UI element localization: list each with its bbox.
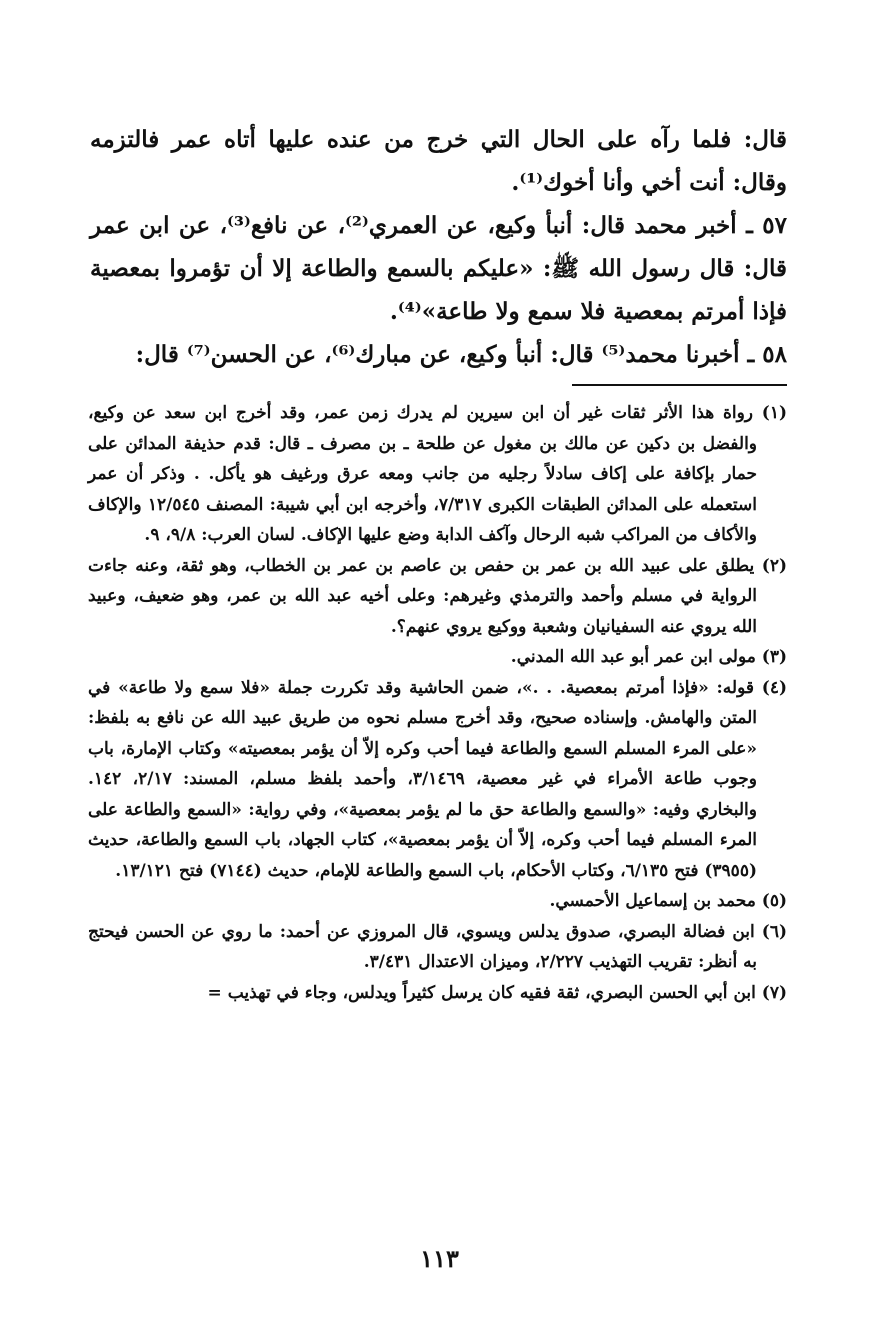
main-paragraph: ٥٨ ـ أخبرنا محمد⁽⁵⁾ قال: أنبأ وكيع، عن مبارك⁽⁶⁾، عن الحسن⁽⁷⁾ قال: (135, 341, 787, 368)
footnote-divider (572, 384, 787, 386)
footnote: (٣) مولى ابن عمر أبو عبد الله المدني. (510, 647, 787, 667)
footnote: (٢) يطلق على عبيد الله بن عمر بن حفص بن عاصم بن عمر بن الخطاب، وهو ثقة، وعنه جاءت الرواية في مسلم وأحمد والترمذي وغيرهم: وعلى أخيه عبد الله بن عمر، وهو ضعيف، وعبيد الله يروي عنه السفيانيان وشعبة ووكيع يروي عنهم؟. (88, 555, 787, 637)
footnote: (١) رواة هذا الأثر ثقات غير أن ابن سيرين لم يدرك زمن عمر، وقد أخرج ابن سعد عن وكيع، والفضل بن دكين عن مالك بن مغول عن طلحة ـ بن مصرف ـ قال: قدم حذيفة المدائن على حمار بإكافة على إكاف سادلاً رجليه من جانب ومعه عرق ورغيف هو يأكل. . وذكر أن عمر استعمله على المدائن الطبقات الكبرى ٧/٣١٧، وأخرجه ابن أبي شيبة: المصنف ١٢/٥٤٥ والإكاف والأكاف من المراكب شبه الرحال وآكف الدابة وضع عليها الإكاف. لسان العرب: ٩/٨، ٩. (88, 403, 787, 545)
footnote: (٧) ابن أبي الحسن البصري، ثقة فقيه كان يرسل كثيراً ويدلس، وجاء في تهذيب = (207, 982, 787, 1003)
main-paragraph: قال: فلما رآه على الحال التي خرج من عنده عليها أتاه عمر فالتزمه وقال: أنت أخي وأنا أخوك⁽¹⁾. (90, 126, 787, 196)
footnote: (٦) ابن فضالة البصري، صدوق يدلس ويسوي، قال المروزي عن أحمد: ما روي عن الحسن فيحتج به أنظر: تقريب التهذيب ٢/٢٢٧، وميزان الاعتدال ٣/٤٣١. (88, 921, 787, 972)
footnotes (88, 398, 787, 1008)
main-text (90, 118, 787, 376)
page-number: ١١٣ (420, 1244, 459, 1273)
footnote: (٤) قوله: «فإذا أمرتم بمعصية. . .»، ضمن الحاشية وقد تكررت جملة «فلا سمع ولا طاعة» في المتن والهامش. وإسناده صحيح، وقد أخرج مسلم نحوه من طريق عبيد الله عن نافع به بلفظ: «على المرء المسلم السمع والطاعة فيما أحب وكره إلاّ أن يؤمر بمعصيته» وكتاب الإمارة، باب وجوب طاعة الأمراء في غير معصية، ٣/١٤٦٩، وأحمد بلفظ مسلم، المسند: ٢/١٧، ١٤٢. والبخاري وفيه: «والسمع والطاعة حق ما لم يؤمر بمعصية»، وفي رواية: «السمع والطاعة على المرء المسلم فيما أحب وكره، إلاّ أن يؤمر بمعصية»، كتاب الجهاد، باب السمع والطاعة، حديث (٣٩٥٥) فتح ٦/١٣٥، وكتاب الأحكام، باب السمع والطاعة للإمام، حديث (٧١٤٤) فتح ١٣/١٢١. (88, 677, 787, 881)
footnote: (٥) محمد بن إسماعيل الأحمسي. (549, 891, 787, 911)
main-paragraph: ٥٧ ـ أخبر محمد قال: أنبأ وكيع، عن العمري⁽²⁾، عن نافع⁽³⁾، عن ابن عمر قال: قال رسول الله ﷺ: «عليكم بالسمع والطاعة إلا أن تؤمروا بمعصية فإذا أمرتم بمعصية فلا سمع ولا طاعة»⁽⁴⁾. (90, 212, 787, 325)
